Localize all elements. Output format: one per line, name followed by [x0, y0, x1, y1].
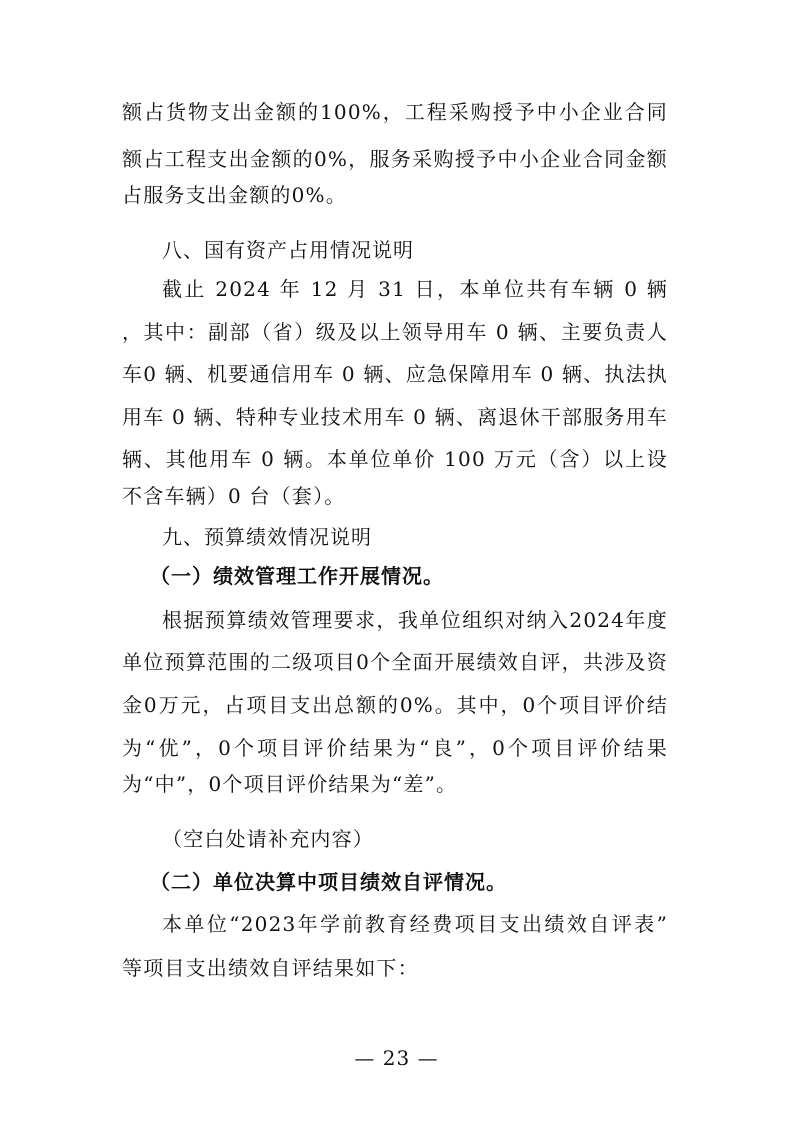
body-text-line: 单位预算范围的二级项目0个全面开展绩效自评，共涉及资: [122, 650, 668, 674]
page-number: — 23 —: [354, 1046, 439, 1070]
body-text-line: 为“优”，0个项目评价结果为“良”，0个项目评价结果: [122, 736, 668, 760]
body-text-line: 金0万元，占项目支出总额的0%。其中，0个项目评价结: [122, 693, 668, 717]
section-heading-performance: 九、预算绩效情况说明: [162, 525, 372, 549]
body-text-line: 额占工程支出金额的0%，服务采购授予中小企业合同金额: [122, 147, 668, 171]
body-text-line: 用车 0 辆、特种专业技术用车 0 辆、离退休干部服务用车: [122, 405, 668, 429]
body-text-line: 车0 辆、机要通信用车 0 辆、应急保障用车 0 辆、执法执: [122, 362, 668, 386]
body-text-line: 本单位“2023年学前教育经费项目支出绩效自评表”: [162, 912, 668, 936]
placeholder-note: （空白处请补充内容）: [162, 827, 374, 851]
body-text-line: 根据预算绩效管理要求，我单位组织对纳入2024年度: [162, 608, 668, 632]
body-text-line: ，其中：副部（省）级及以上领导用车 0 辆、主要负责人: [122, 320, 668, 344]
body-text-line: 为“中”，0个项目评价结果为“差”。: [122, 772, 458, 796]
body-text-line: 等项目支出绩效自评结果如下：: [122, 956, 419, 980]
body-text-line: 截止 2024 年 12 月 31 日，本单位共有车辆 0 辆: [162, 277, 668, 301]
body-text-line: 不含车辆）0 台（套）。: [122, 484, 346, 508]
body-text-line: 额占货物支出金额的100%，工程采购授予中小企业合同: [122, 100, 668, 124]
subsection-heading-self-evaluation: （二）单位决算中项目绩效自评情况。: [150, 870, 507, 894]
subsection-heading-management: （一）绩效管理工作开展情况。: [150, 564, 444, 588]
body-text-line: 辆、其他用车 0 辆。本单位单价 100 万元（含）以上设: [122, 447, 668, 471]
section-heading-assets: 八、国有资产占用情况说明: [162, 238, 414, 262]
body-text-line: 占服务支出金额的0%。: [122, 183, 347, 207]
